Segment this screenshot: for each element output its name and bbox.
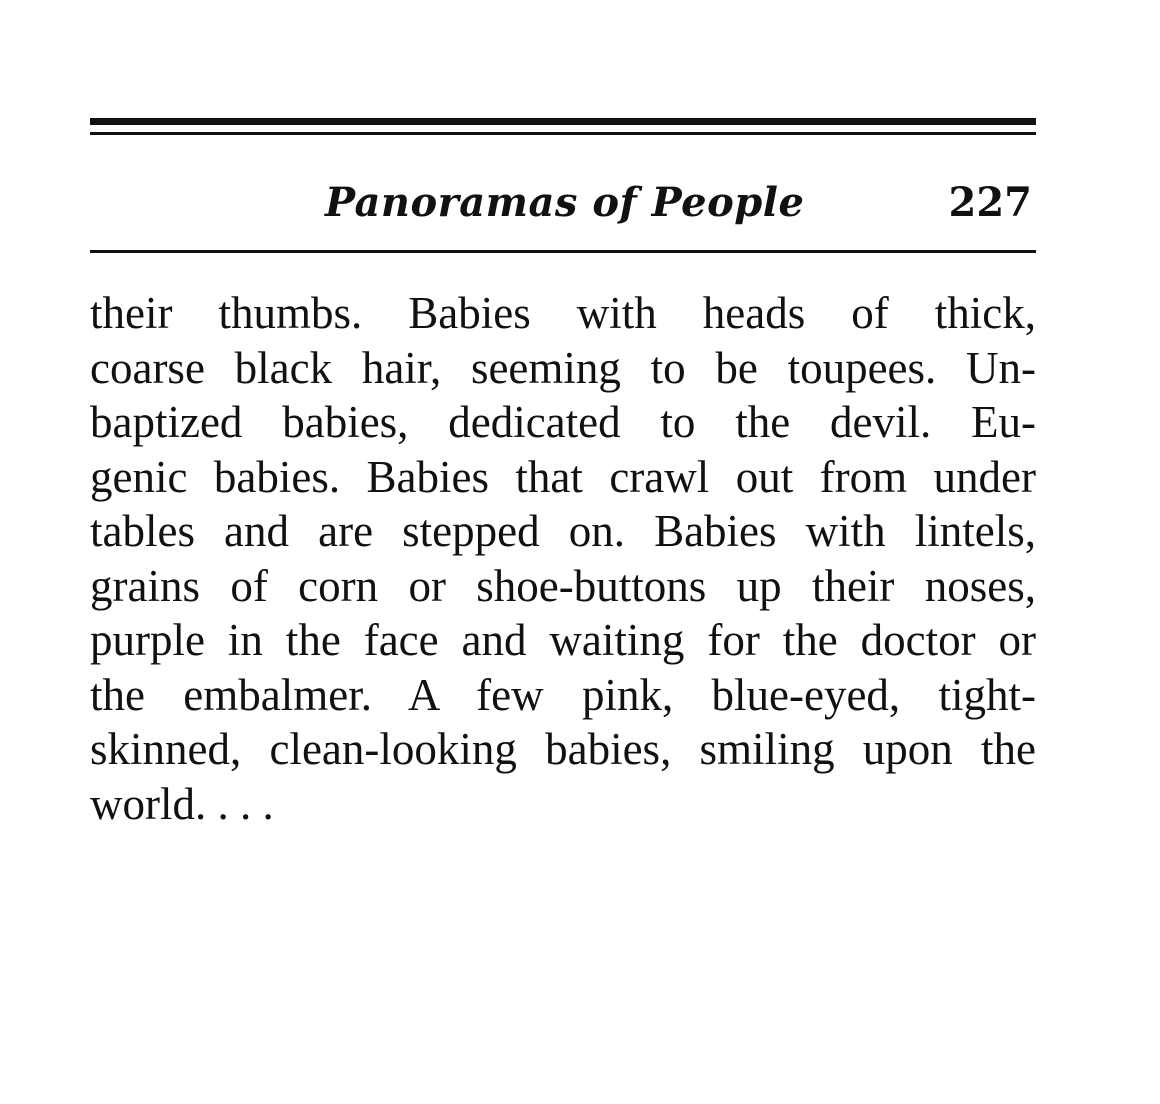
text-line: skinned, clean-looking babies, smiling upon the	[90, 724, 1036, 774]
text-line: coarse black hair, seeming to be toupees. Un-	[90, 342, 1036, 393]
text-line: grains of corn or shoe-buttons up their noses,	[90, 560, 1036, 611]
text-line: tables and are stepped on. Babies with lintels,	[90, 506, 1036, 556]
page-number: 227	[948, 179, 1032, 226]
header-rule-thick	[90, 118, 1036, 125]
text-line: world. . . .	[90, 778, 274, 829]
text-line: genic babies. Babies that crawl out from under	[90, 451, 1036, 502]
running-title: Panoramas of People	[325, 179, 805, 226]
text-line: their thumbs. Babies with heads of thick,	[90, 288, 1036, 338]
body-paragraph	[90, 286, 1036, 831]
running-header	[90, 135, 1036, 225]
book-page	[90, 118, 1036, 831]
header-bottom-rule	[90, 250, 1036, 253]
text-line: purple in the face and waiting for the doctor or	[90, 615, 1036, 665]
text-line: baptized babies, dedicated to the devil. Eu-	[90, 397, 1036, 447]
text-line: the embalmer. A few pink, blue-eyed, tight-	[90, 669, 1036, 720]
